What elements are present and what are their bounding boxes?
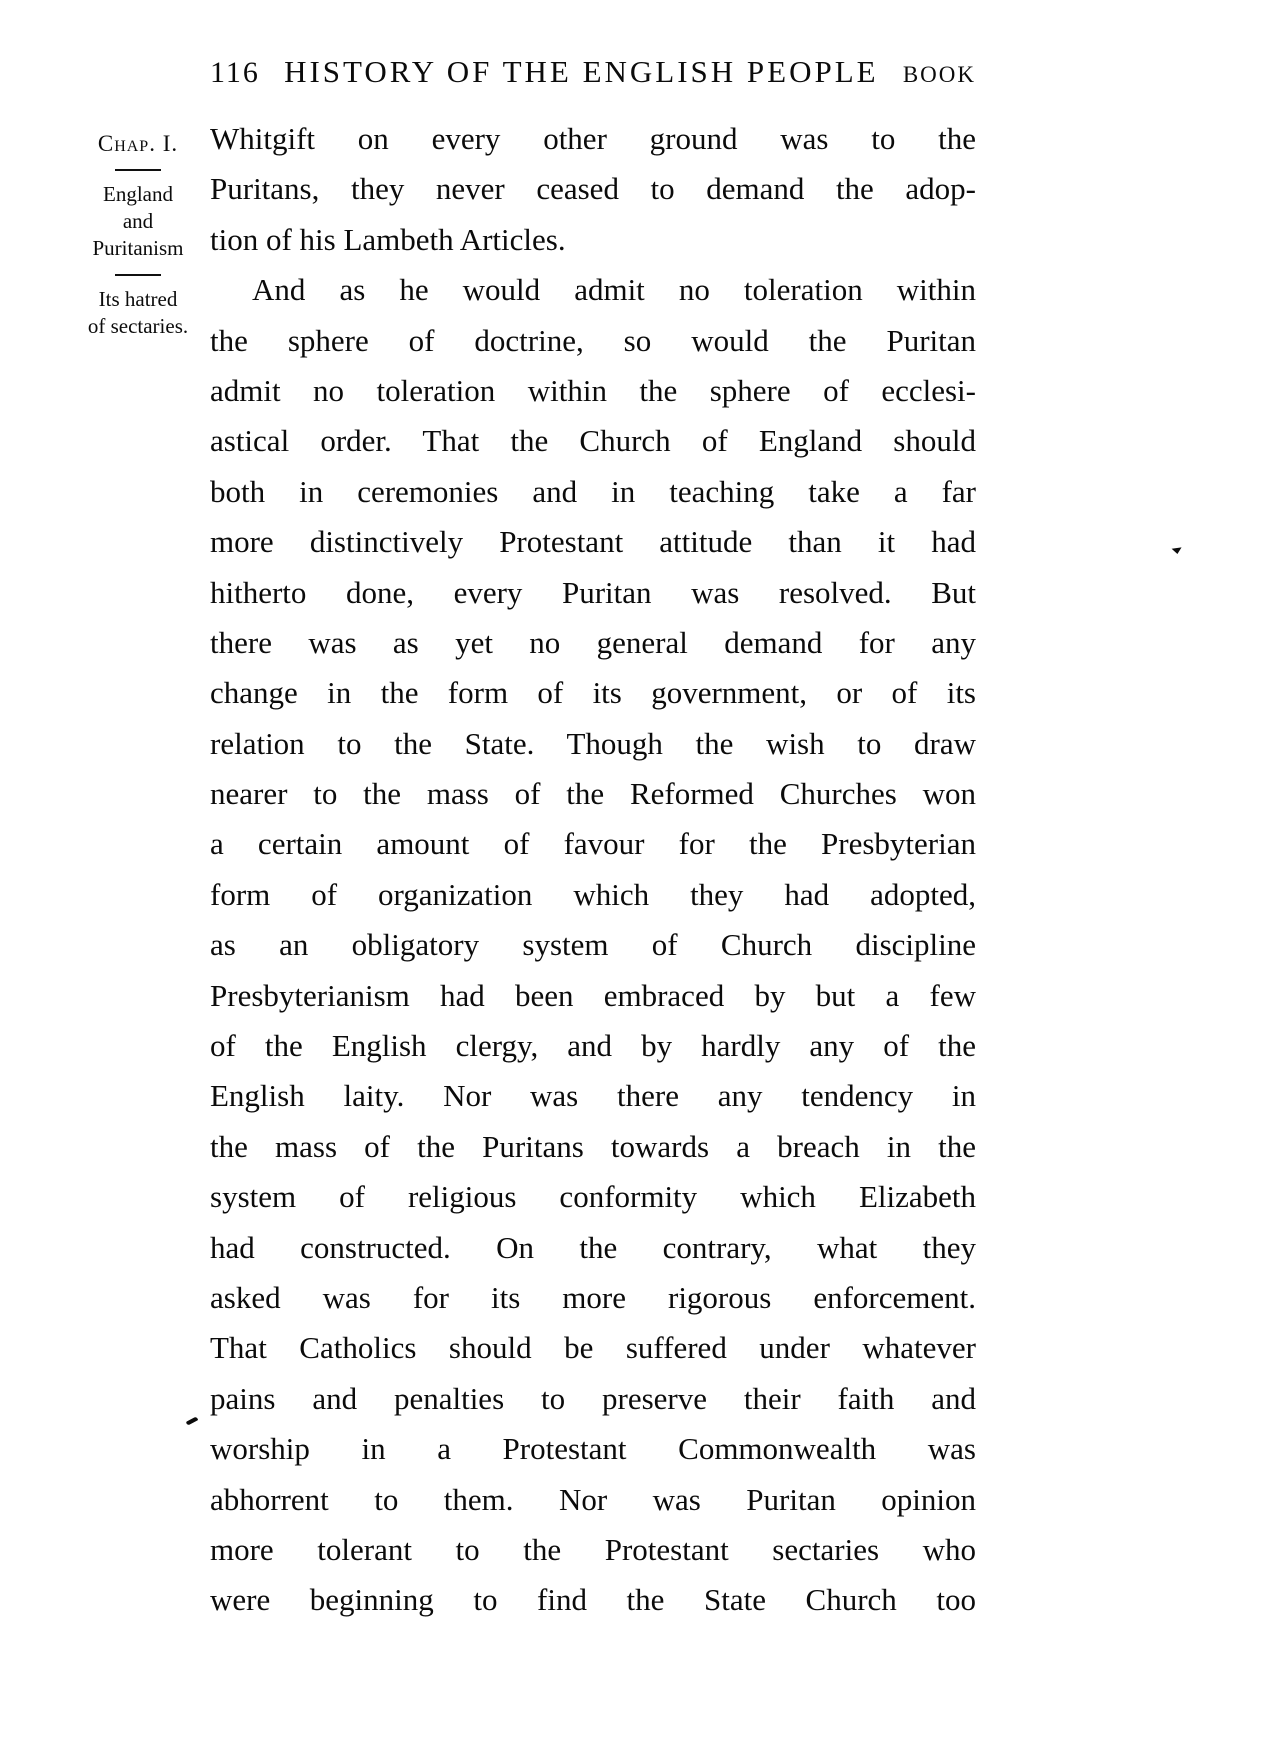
margin-note-england-and-puritanism xyxy=(70,181,206,262)
text-line: Whitgift on every other ground was to the xyxy=(210,121,976,156)
text-line: system of religious conformity which Elizabeth xyxy=(210,1179,976,1215)
paragraph xyxy=(210,265,976,1626)
text-line: both in ceremonies and in teaching take a far xyxy=(210,473,976,509)
text-line: worship in a Protestant Commonwealth was xyxy=(210,1431,976,1467)
text-line: hitherto done, every Puritan was resolved. But xyxy=(210,574,976,610)
ink-speck-right-margin xyxy=(1172,547,1183,554)
text-line: abhorrent to them. Nor was Puritan opinion xyxy=(210,1481,976,1517)
ink-speck-left-margin xyxy=(186,1416,198,1425)
paragraph xyxy=(210,114,976,265)
book-signature-label: BOOK xyxy=(902,62,976,87)
text-line: as an obligatory system of Church discipline xyxy=(210,927,976,963)
margin-note-rule xyxy=(115,169,161,171)
body-text-block xyxy=(210,114,976,1626)
margin-note-line: England xyxy=(103,182,173,206)
margin-note-line: Chap. I. xyxy=(97,131,179,156)
text-line: And as he would admit no toleration within xyxy=(252,272,976,308)
text-line: asked was for its more rigorous enforcement. xyxy=(210,1279,976,1315)
margin-note-chapter xyxy=(70,130,206,157)
text-line: there was as yet no general demand for any xyxy=(210,624,976,660)
text-line: the sphere of doctrine, so would the Puritan xyxy=(210,322,976,358)
text-line: Puritans, they never ceased to demand the adop- xyxy=(210,171,976,207)
text-line: tion of his Lambeth Articles. xyxy=(210,221,566,257)
text-line: form of organization which they had adopted, xyxy=(210,876,976,912)
text-line: had constructed. On the contrary, what they xyxy=(210,1229,976,1265)
text-line: more distinctively Protestant attitude than it had xyxy=(210,524,976,560)
text-line: the mass of the Puritans towards a breach in the xyxy=(210,1128,976,1164)
text-line: astical order. That the Church of England should xyxy=(210,423,976,459)
text-line: That Catholics should be suffered under whatever xyxy=(210,1330,976,1366)
margin-note-line: Puritanism xyxy=(92,236,184,260)
text-line: change in the form of its government, or of its xyxy=(210,675,976,711)
margin-note-line: Its hatred xyxy=(98,287,178,311)
text-line: a certain amount of favour for the Presbyterian xyxy=(210,826,976,862)
margin-note-its-hatred-of-sectaries xyxy=(70,286,206,340)
margin-notes-column xyxy=(70,130,206,340)
text-line: more tolerant to the Protestant sectaries who xyxy=(210,1531,976,1567)
text-line: English laity. Nor was there any tendency in xyxy=(210,1078,976,1114)
page-number: 116 xyxy=(210,56,260,89)
page-header xyxy=(210,54,976,90)
text-line: were beginning to find the State Church too xyxy=(210,1582,976,1618)
text-line: pains and penalties to preserve their faith and xyxy=(210,1380,976,1416)
text-line: admit no toleration within the sphere of ecclesi- xyxy=(210,372,976,408)
running-title: HISTORY OF THE ENGLISH PEOPLE xyxy=(284,54,879,89)
text-line: Presbyterianism had been embraced by but a few xyxy=(210,977,976,1013)
margin-note-line: and xyxy=(122,209,154,233)
text-line: nearer to the mass of the Reformed Churches won xyxy=(210,776,976,812)
text-line: relation to the State. Though the wish to draw xyxy=(210,725,976,761)
margin-note-line: of sectaries. xyxy=(87,314,189,338)
margin-note-rule xyxy=(115,274,161,276)
text-line: of the English clergy, and by hardly any of the xyxy=(210,1028,976,1064)
